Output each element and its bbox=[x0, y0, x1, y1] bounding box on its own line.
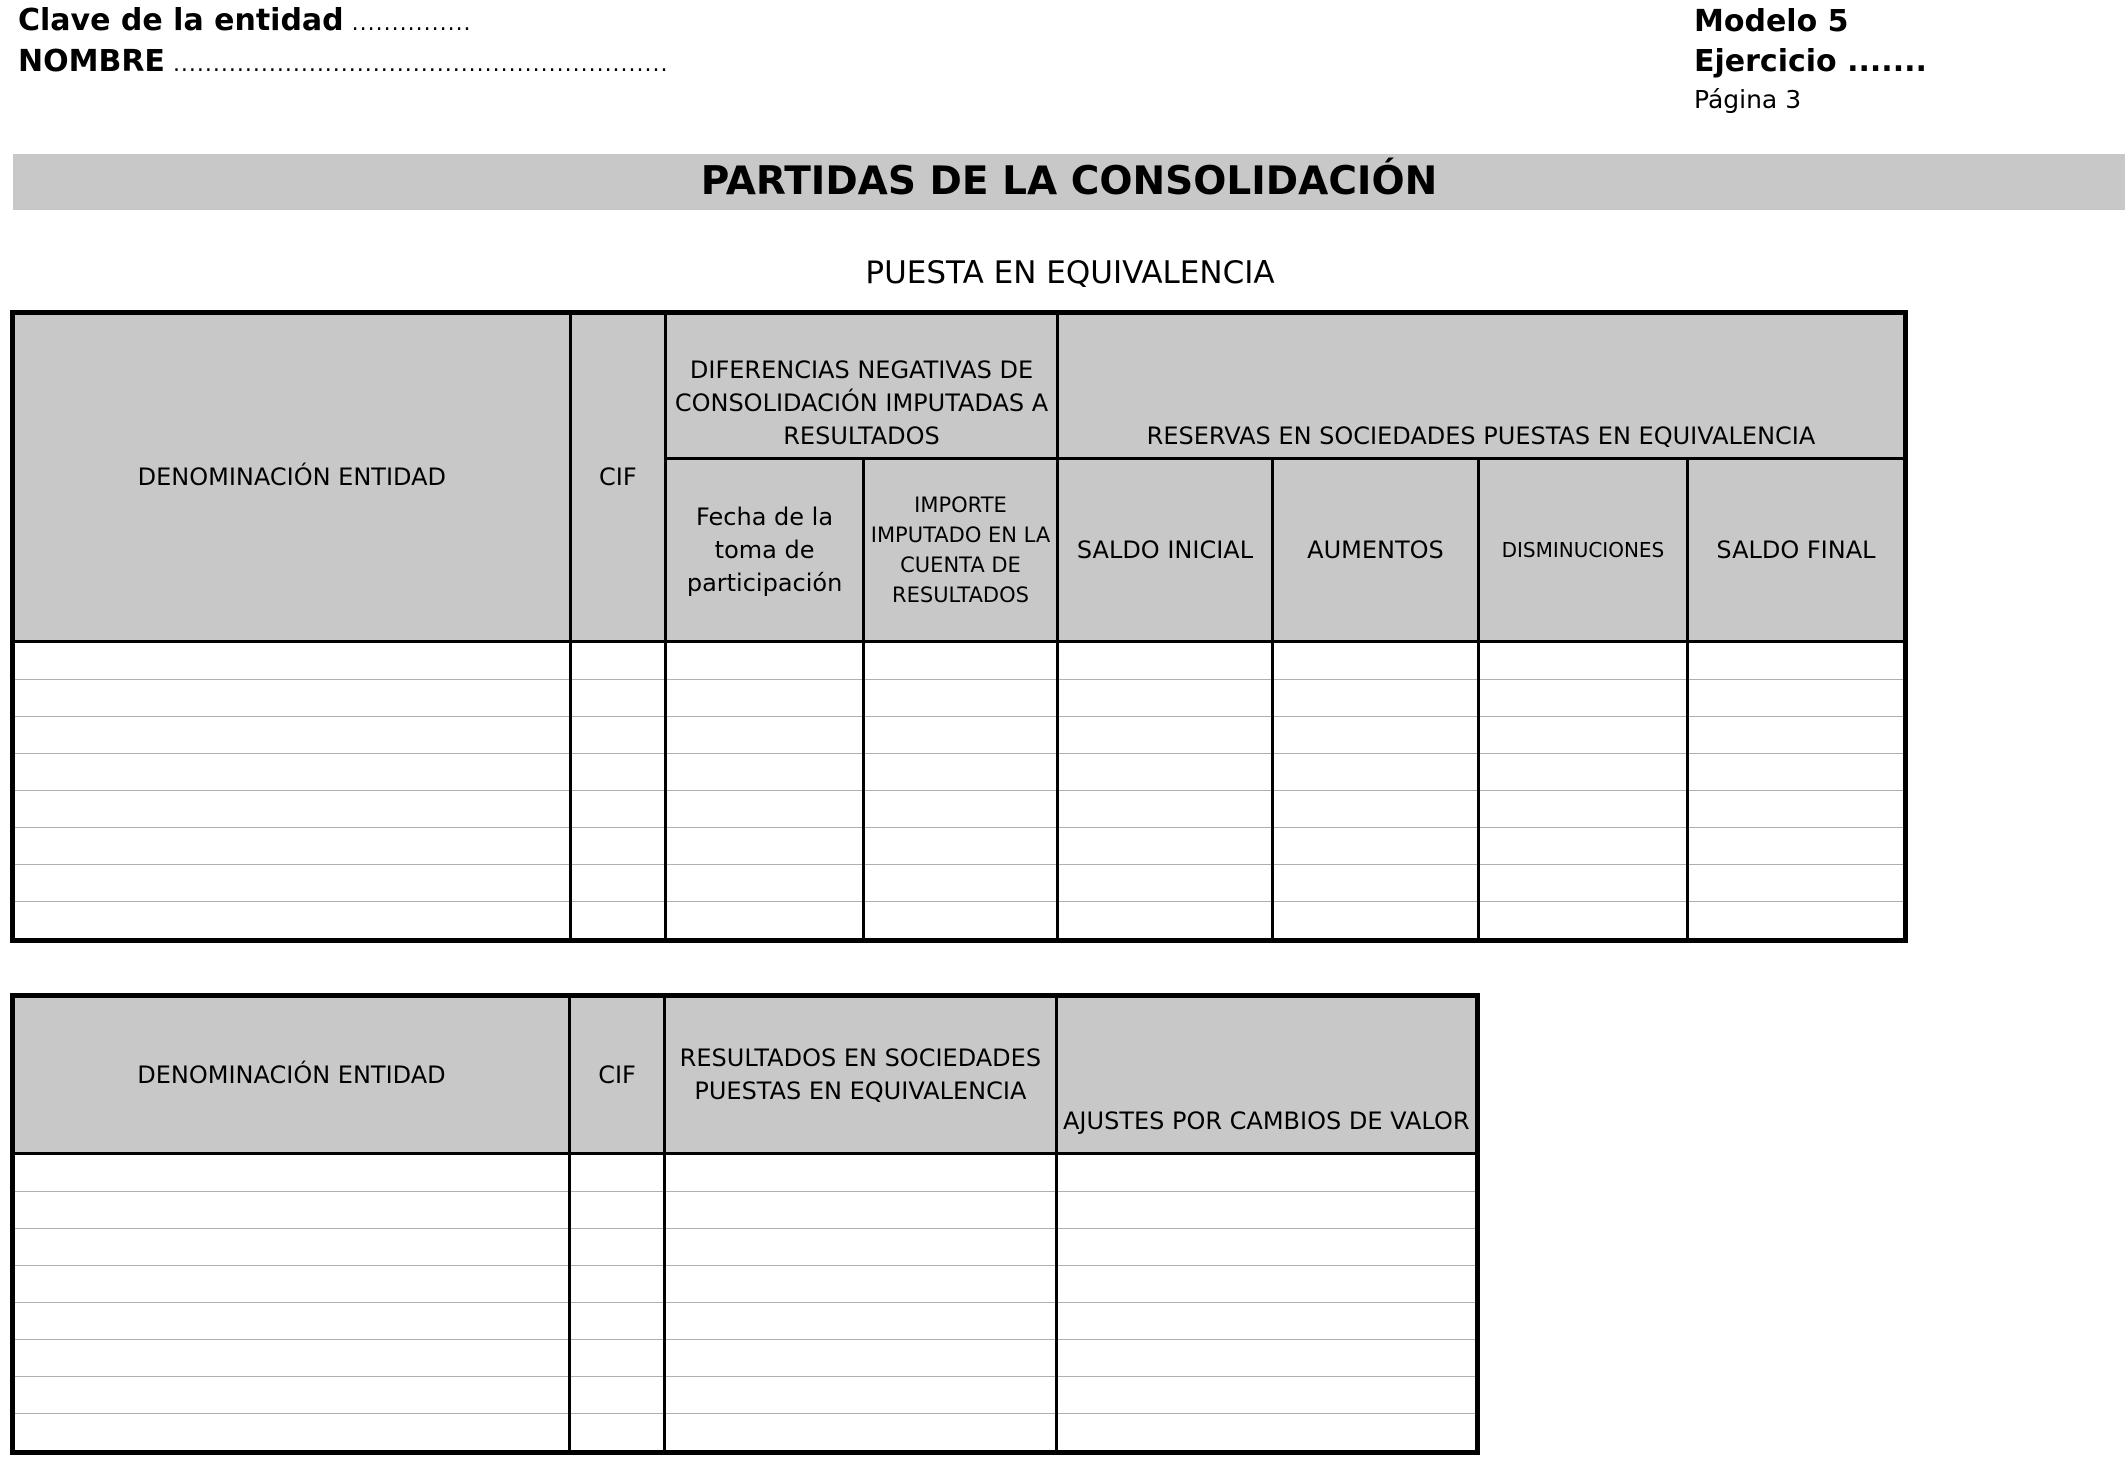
input-cell[interactable] bbox=[1272, 791, 1478, 828]
results-table bbox=[10, 993, 1480, 1455]
input-cell[interactable] bbox=[570, 642, 665, 680]
input-cell[interactable] bbox=[1687, 902, 1905, 941]
model-header bbox=[1694, 2, 1927, 118]
input-cell[interactable] bbox=[1057, 902, 1272, 941]
col-cif: CIF bbox=[570, 313, 665, 642]
col-disminuciones: DISMINUCIONES bbox=[1478, 459, 1687, 642]
input-cell[interactable] bbox=[1478, 642, 1687, 680]
input-cell[interactable] bbox=[1687, 828, 1905, 865]
input-cell[interactable] bbox=[1057, 754, 1272, 791]
input-cell[interactable] bbox=[570, 717, 665, 754]
input-cell[interactable] bbox=[1272, 902, 1478, 941]
table-row bbox=[13, 1414, 1478, 1453]
col-denominacion: DENOMINACIÓN ENTIDAD bbox=[13, 313, 571, 642]
table-row bbox=[13, 791, 1906, 828]
input-cell[interactable] bbox=[665, 1154, 1056, 1192]
col-denominacion: DENOMINACIÓN ENTIDAD bbox=[13, 996, 570, 1154]
input-cell[interactable] bbox=[570, 902, 665, 941]
input-cell[interactable] bbox=[1057, 642, 1272, 680]
input-cell[interactable] bbox=[13, 1154, 570, 1192]
col-resultados: RESULTADOS EN SOCIEDADES PUESTAS EN EQUIVALENCIA bbox=[665, 996, 1056, 1154]
input-cell[interactable] bbox=[666, 828, 864, 865]
input-cell[interactable] bbox=[1272, 828, 1478, 865]
input-cell[interactable] bbox=[1057, 680, 1272, 717]
input-cell[interactable] bbox=[1057, 717, 1272, 754]
col-diferencias: DIFERENCIAS NEGATIVAS DE CONSOLIDACIÓN IMPUTADAS A RESULTADOS bbox=[666, 313, 1058, 459]
table-row bbox=[13, 680, 1906, 717]
input-cell[interactable] bbox=[13, 1229, 570, 1266]
input-cell[interactable] bbox=[569, 1340, 664, 1377]
input-cell[interactable] bbox=[570, 754, 665, 791]
table-row bbox=[13, 1229, 1478, 1266]
table-row bbox=[13, 865, 1906, 902]
input-cell[interactable] bbox=[1056, 1377, 1477, 1414]
table-row bbox=[13, 902, 1906, 941]
input-cell[interactable] bbox=[665, 1340, 1056, 1377]
input-cell[interactable] bbox=[1272, 680, 1478, 717]
input-cell[interactable] bbox=[13, 680, 571, 717]
section-subtitle: PUESTA EN EQUIVALENCIA bbox=[865, 255, 1275, 291]
input-cell[interactable] bbox=[864, 717, 1058, 754]
input-cell[interactable] bbox=[1687, 717, 1905, 754]
input-cell[interactable] bbox=[1687, 680, 1905, 717]
input-cell[interactable] bbox=[1687, 791, 1905, 828]
input-cell[interactable] bbox=[1272, 754, 1478, 791]
input-cell[interactable] bbox=[1056, 1192, 1477, 1229]
input-cell[interactable] bbox=[570, 828, 665, 865]
input-cell[interactable] bbox=[666, 717, 864, 754]
input-cell[interactable] bbox=[666, 865, 864, 902]
input-cell[interactable] bbox=[13, 902, 571, 941]
input-cell[interactable] bbox=[569, 1377, 664, 1414]
page-title: PARTIDAS DE LA CONSOLIDACIÓN bbox=[13, 154, 2125, 210]
table-row bbox=[13, 1377, 1478, 1414]
table-row bbox=[13, 642, 1906, 680]
input-cell[interactable] bbox=[13, 1303, 570, 1340]
input-cell[interactable] bbox=[570, 791, 665, 828]
entity-header bbox=[18, 2, 669, 84]
col-fecha: Fecha de la toma de participación bbox=[666, 459, 864, 642]
input-cell[interactable] bbox=[569, 1229, 664, 1266]
table-row bbox=[13, 1266, 1478, 1303]
input-cell[interactable] bbox=[1478, 828, 1687, 865]
input-cell[interactable] bbox=[569, 1192, 664, 1229]
input-cell[interactable] bbox=[13, 791, 571, 828]
input-cell[interactable] bbox=[864, 902, 1058, 941]
table-row bbox=[13, 1340, 1478, 1377]
input-cell[interactable] bbox=[1057, 828, 1272, 865]
input-cell[interactable] bbox=[1272, 717, 1478, 754]
table-row bbox=[13, 717, 1906, 754]
input-cell[interactable] bbox=[13, 828, 571, 865]
input-cell[interactable] bbox=[665, 1414, 1056, 1453]
input-cell[interactable] bbox=[864, 680, 1058, 717]
col-saldo-inicial: SALDO INICIAL bbox=[1057, 459, 1272, 642]
input-cell[interactable] bbox=[1478, 717, 1687, 754]
input-cell[interactable] bbox=[13, 1377, 570, 1414]
input-cell[interactable] bbox=[1056, 1303, 1477, 1340]
input-cell[interactable] bbox=[1272, 865, 1478, 902]
input-cell[interactable] bbox=[13, 1266, 570, 1303]
input-cell[interactable] bbox=[666, 902, 864, 941]
input-cell[interactable] bbox=[1056, 1154, 1477, 1192]
table-row bbox=[13, 828, 1906, 865]
table-row bbox=[13, 1192, 1478, 1229]
input-cell[interactable] bbox=[1478, 902, 1687, 941]
input-cell[interactable] bbox=[569, 1303, 664, 1340]
page-number: Página 3 bbox=[1694, 85, 1802, 114]
input-cell[interactable] bbox=[1057, 791, 1272, 828]
clave-field[interactable]: ............... bbox=[351, 11, 472, 36]
input-cell[interactable] bbox=[864, 791, 1058, 828]
col-ajustes: AJUSTES POR CAMBIOS DE VALOR bbox=[1056, 996, 1477, 1154]
input-cell[interactable] bbox=[13, 717, 571, 754]
input-cell[interactable] bbox=[666, 791, 864, 828]
input-cell[interactable] bbox=[1056, 1229, 1477, 1266]
input-cell[interactable] bbox=[864, 642, 1058, 680]
input-cell[interactable] bbox=[666, 680, 864, 717]
input-cell[interactable] bbox=[13, 1414, 570, 1453]
input-cell[interactable] bbox=[1272, 642, 1478, 680]
input-cell[interactable] bbox=[13, 1340, 570, 1377]
input-cell[interactable] bbox=[569, 1154, 664, 1192]
input-cell[interactable] bbox=[665, 1266, 1056, 1303]
input-cell[interactable] bbox=[665, 1377, 1056, 1414]
input-cell[interactable] bbox=[569, 1414, 664, 1453]
input-cell[interactable] bbox=[1687, 642, 1905, 680]
input-cell[interactable] bbox=[13, 865, 571, 902]
nombre-label: NOMBRE bbox=[18, 44, 165, 79]
ejercicio-label: Ejercicio ....... bbox=[1694, 44, 1927, 79]
col-cif: CIF bbox=[569, 996, 664, 1154]
input-cell[interactable] bbox=[666, 642, 864, 680]
input-cell[interactable] bbox=[864, 865, 1058, 902]
input-cell[interactable] bbox=[665, 1229, 1056, 1266]
clave-row bbox=[18, 2, 669, 43]
col-saldo-final: SALDO FINAL bbox=[1687, 459, 1905, 642]
table-row bbox=[13, 1303, 1478, 1340]
input-cell[interactable] bbox=[1056, 1340, 1477, 1377]
modelo-label: Modelo 5 bbox=[1694, 4, 1849, 39]
input-cell[interactable] bbox=[13, 1192, 570, 1229]
col-reservas: RESERVAS EN SOCIEDADES PUESTAS EN EQUIVALENCIA bbox=[1057, 313, 1905, 459]
clave-label: Clave de la entidad bbox=[18, 3, 344, 38]
col-aumentos: AUMENTOS bbox=[1272, 459, 1478, 642]
input-cell[interactable] bbox=[13, 754, 571, 791]
input-cell[interactable] bbox=[1056, 1266, 1477, 1303]
table-row bbox=[13, 1154, 1478, 1192]
table-row bbox=[13, 754, 1906, 791]
col-importe: IMPORTE IMPUTADO EN LA CUENTA DE RESULTADOS bbox=[864, 459, 1058, 642]
nombre-field[interactable]: .............................................................. bbox=[172, 52, 669, 77]
input-cell[interactable] bbox=[1057, 865, 1272, 902]
input-cell[interactable] bbox=[1478, 865, 1687, 902]
input-cell[interactable] bbox=[1687, 865, 1905, 902]
input-cell[interactable] bbox=[665, 1303, 1056, 1340]
input-cell[interactable] bbox=[1056, 1414, 1477, 1453]
input-cell[interactable] bbox=[570, 680, 665, 717]
input-cell[interactable] bbox=[1687, 754, 1905, 791]
nombre-row bbox=[18, 43, 669, 84]
equivalence-table bbox=[10, 310, 1908, 943]
input-cell[interactable] bbox=[665, 1192, 1056, 1229]
input-cell[interactable] bbox=[569, 1266, 664, 1303]
input-cell[interactable] bbox=[864, 754, 1058, 791]
input-cell[interactable] bbox=[864, 828, 1058, 865]
input-cell[interactable] bbox=[666, 754, 864, 791]
input-cell[interactable] bbox=[570, 865, 665, 902]
input-cell[interactable] bbox=[1478, 680, 1687, 717]
input-cell[interactable] bbox=[13, 642, 571, 680]
input-cell[interactable] bbox=[1478, 791, 1687, 828]
input-cell[interactable] bbox=[1478, 754, 1687, 791]
